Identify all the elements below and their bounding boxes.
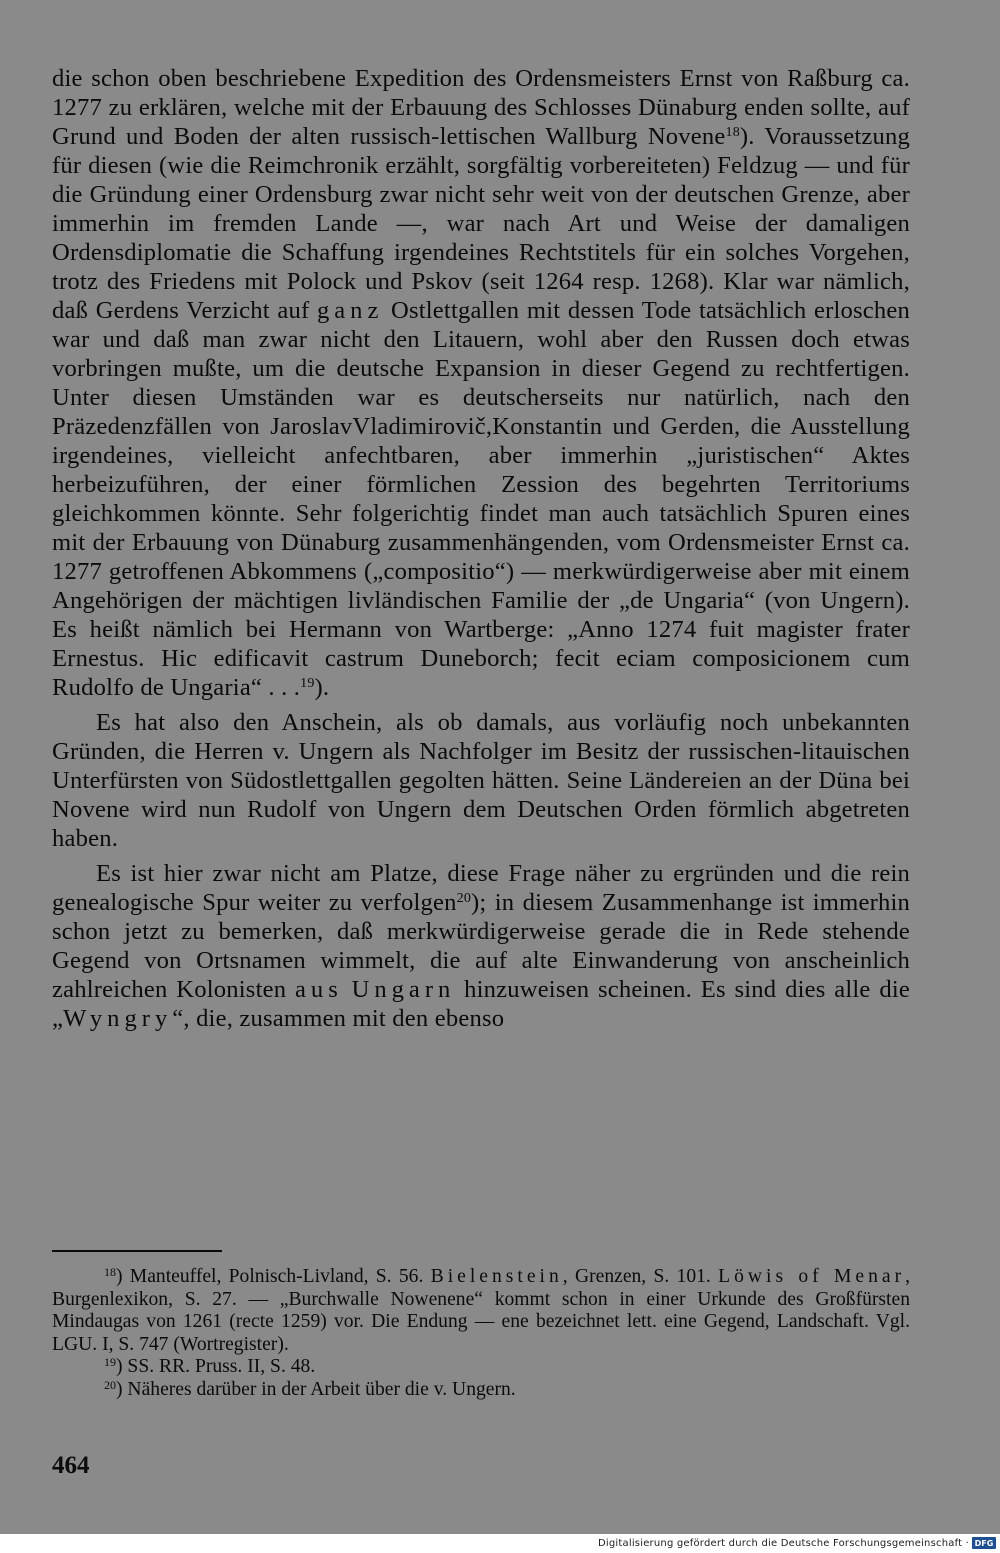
- spaced-word-aus: aus: [295, 976, 343, 1003]
- paragraph-1-text-c: Ostlettgallen mit dessen Tode tatsächlich erloschen war und daß man zwar nicht den Litauern, wohl aber den Russen doch etwas vorbringen mußte, um die deutsche Expansion in dieser Gegend zu rechtfertigen. Unter diesen Umständen war es deutscherseits nur natürlich, nach den Präzedenzfällen von JaroslavVladimirovič,Konstantin und Gerden, die Ausstellung irgendeines, vielleicht anfechtbaren, aber immerhin „juristischen“ Aktes herbeizuführen, der einer förmlichen Zession des begehrten Territoriums gleichkommen könnte. Sehr folgerichtig findet man auch tatsächlich Spuren eines mit der Erbauung von Dünaburg zusammenhängenden, vom Ordensmeister Ernst ca. 1277 getroffenen Abkommens („compositio“) — merkwürdigerweise aber mit einem Angehörigen der mächtigen livländischen Familie der „de Ungaria“ (von Ungern). Es heißt nämlich bei Hermann von Wartberge: „Anno 1274 fuit magister frater Ernestus. Hic edificavit castrum Duneborch; fecit eciam composicionem cum Rudolfo de Ungaria“ . . .: [52, 297, 910, 701]
- spaced-word-ganz: ganz: [316, 297, 384, 324]
- footnote-20-text: ) Näheres darüber in der Arbeit über die v. Ungern.: [116, 1378, 516, 1400]
- footnote-author-loewis: Löwis of Menar: [718, 1266, 906, 1287]
- footnote-19-text: ) SS. RR. Pruss. II, S. 48.: [116, 1356, 316, 1378]
- dfg-logo-icon: DFG: [972, 1537, 996, 1549]
- footnote-number-19: 19: [104, 1355, 116, 1370]
- footnote-divider: [52, 1250, 222, 1252]
- footnote-author-bielenstein: Bielenstein: [430, 1266, 563, 1287]
- footnotes: [52, 1266, 910, 1402]
- footnote-ref-20: 20: [456, 891, 472, 906]
- footnote-18: [52, 1266, 910, 1356]
- paragraph-3: [52, 859, 910, 1033]
- paragraph-3-text-a: Es ist hier zwar nicht am Platze, diese Frage näher zu ergründen und die rein genealogische Spur weiter zu verfolgen: [52, 860, 910, 916]
- footnote-18-text-b: , Grenzen, S. 101.: [562, 1266, 711, 1287]
- footnote-18-text-a: ) Manteuffel, Polnisch-Livland, S. 56.: [116, 1266, 424, 1287]
- page-number: 464: [52, 1452, 90, 1479]
- paragraph-1: [52, 64, 910, 702]
- footnote-18-text-c: , Burgenlexikon, S. 27. — „Burchwalle Nowenene“ kommt schon in einer Urkunde des Großfürsten Mindaugas von 1261 (recte 1259) vor. Die Endung — ene bezeichnet lett. eine Gegend, Landschaft. Vgl. LGU. I, S. 747 (Wortregister).: [52, 1266, 911, 1355]
- footnote-ref-18: 18: [725, 125, 740, 140]
- footnote-20: [52, 1379, 910, 1402]
- paragraph-1-text-d: ).: [314, 674, 330, 701]
- footnote-number-20: 20: [104, 1377, 116, 1392]
- spaced-word-wyngry: Wyngry: [63, 1005, 173, 1032]
- paragraph-1-text-b: ). Voraussetzung für diesen (wie die Reimchronik erzählt, sorgfältig vorbereiteten) Feldzug — und für die Gründung einer Ordensburg zwar nicht sehr weit von der deutschen Grenze, aber immerhin im fremden Lande —, war nach Art und Weise der damaligen Ordensdiplomatie die Schaffung irgendeines Rechtstitels für ein solches Vorgehen, trotz des Friedens mit Polock und Pskov (seit 1264 resp. 1268). Klar war nämlich, daß Gerdens Verzicht auf: [52, 123, 911, 324]
- paragraph-3-text-c: hinzuweisen scheinen. Es sind dies alle die „: [52, 976, 910, 1032]
- paragraph-3-text-b: ); in diesem Zusammenhange ist immerhin schon jetzt zu bemerken, daß merkwürdigerweise gerade die in Rede stehende Gegend von Ortsnamen wimmelt, die auf alte Einwanderung von anscheinlich zahlreichen Kolonisten: [52, 889, 910, 1003]
- footnote-19: [52, 1356, 910, 1379]
- footnote-ref-19: 19: [300, 676, 315, 691]
- paragraph-3-text-d: “, die, zusammen mit den ebenso: [172, 1005, 505, 1032]
- spaced-word-ungarn: Ungarn: [351, 976, 456, 1003]
- paragraph-1-text-a: die schon oben beschriebene Expedition des Ordensmeisters Ernst von Raßburg ca. 1277 zu erklären, welche mit der Erbauung des Schlosses Dünaburg enden sollte, auf Grund und Boden der alten russisch-lettischen Wallburg Novene: [52, 65, 910, 150]
- digitization-credit: [598, 1536, 996, 1550]
- credit-text: Digitalisierung gefördert durch die Deutsche Forschungsgemeinschaft ·: [598, 1537, 969, 1549]
- paragraph-2: Es hat also den Anschein, als ob damals, aus vorläufig noch unbekannten Gründen, die Herren v. Ungern als Nachfolger im Besitz der russischen-litauischen Unterfürsten von Südostlettgallen gegolten hätten. Seine Ländereien an der Düna bei Novene wird nun Rudolf von Ungern dem Deutschen Orden förmlich abgetreten haben.: [52, 709, 910, 852]
- footnote-number-18: 18: [104, 1265, 116, 1279]
- main-text: [52, 64, 910, 1033]
